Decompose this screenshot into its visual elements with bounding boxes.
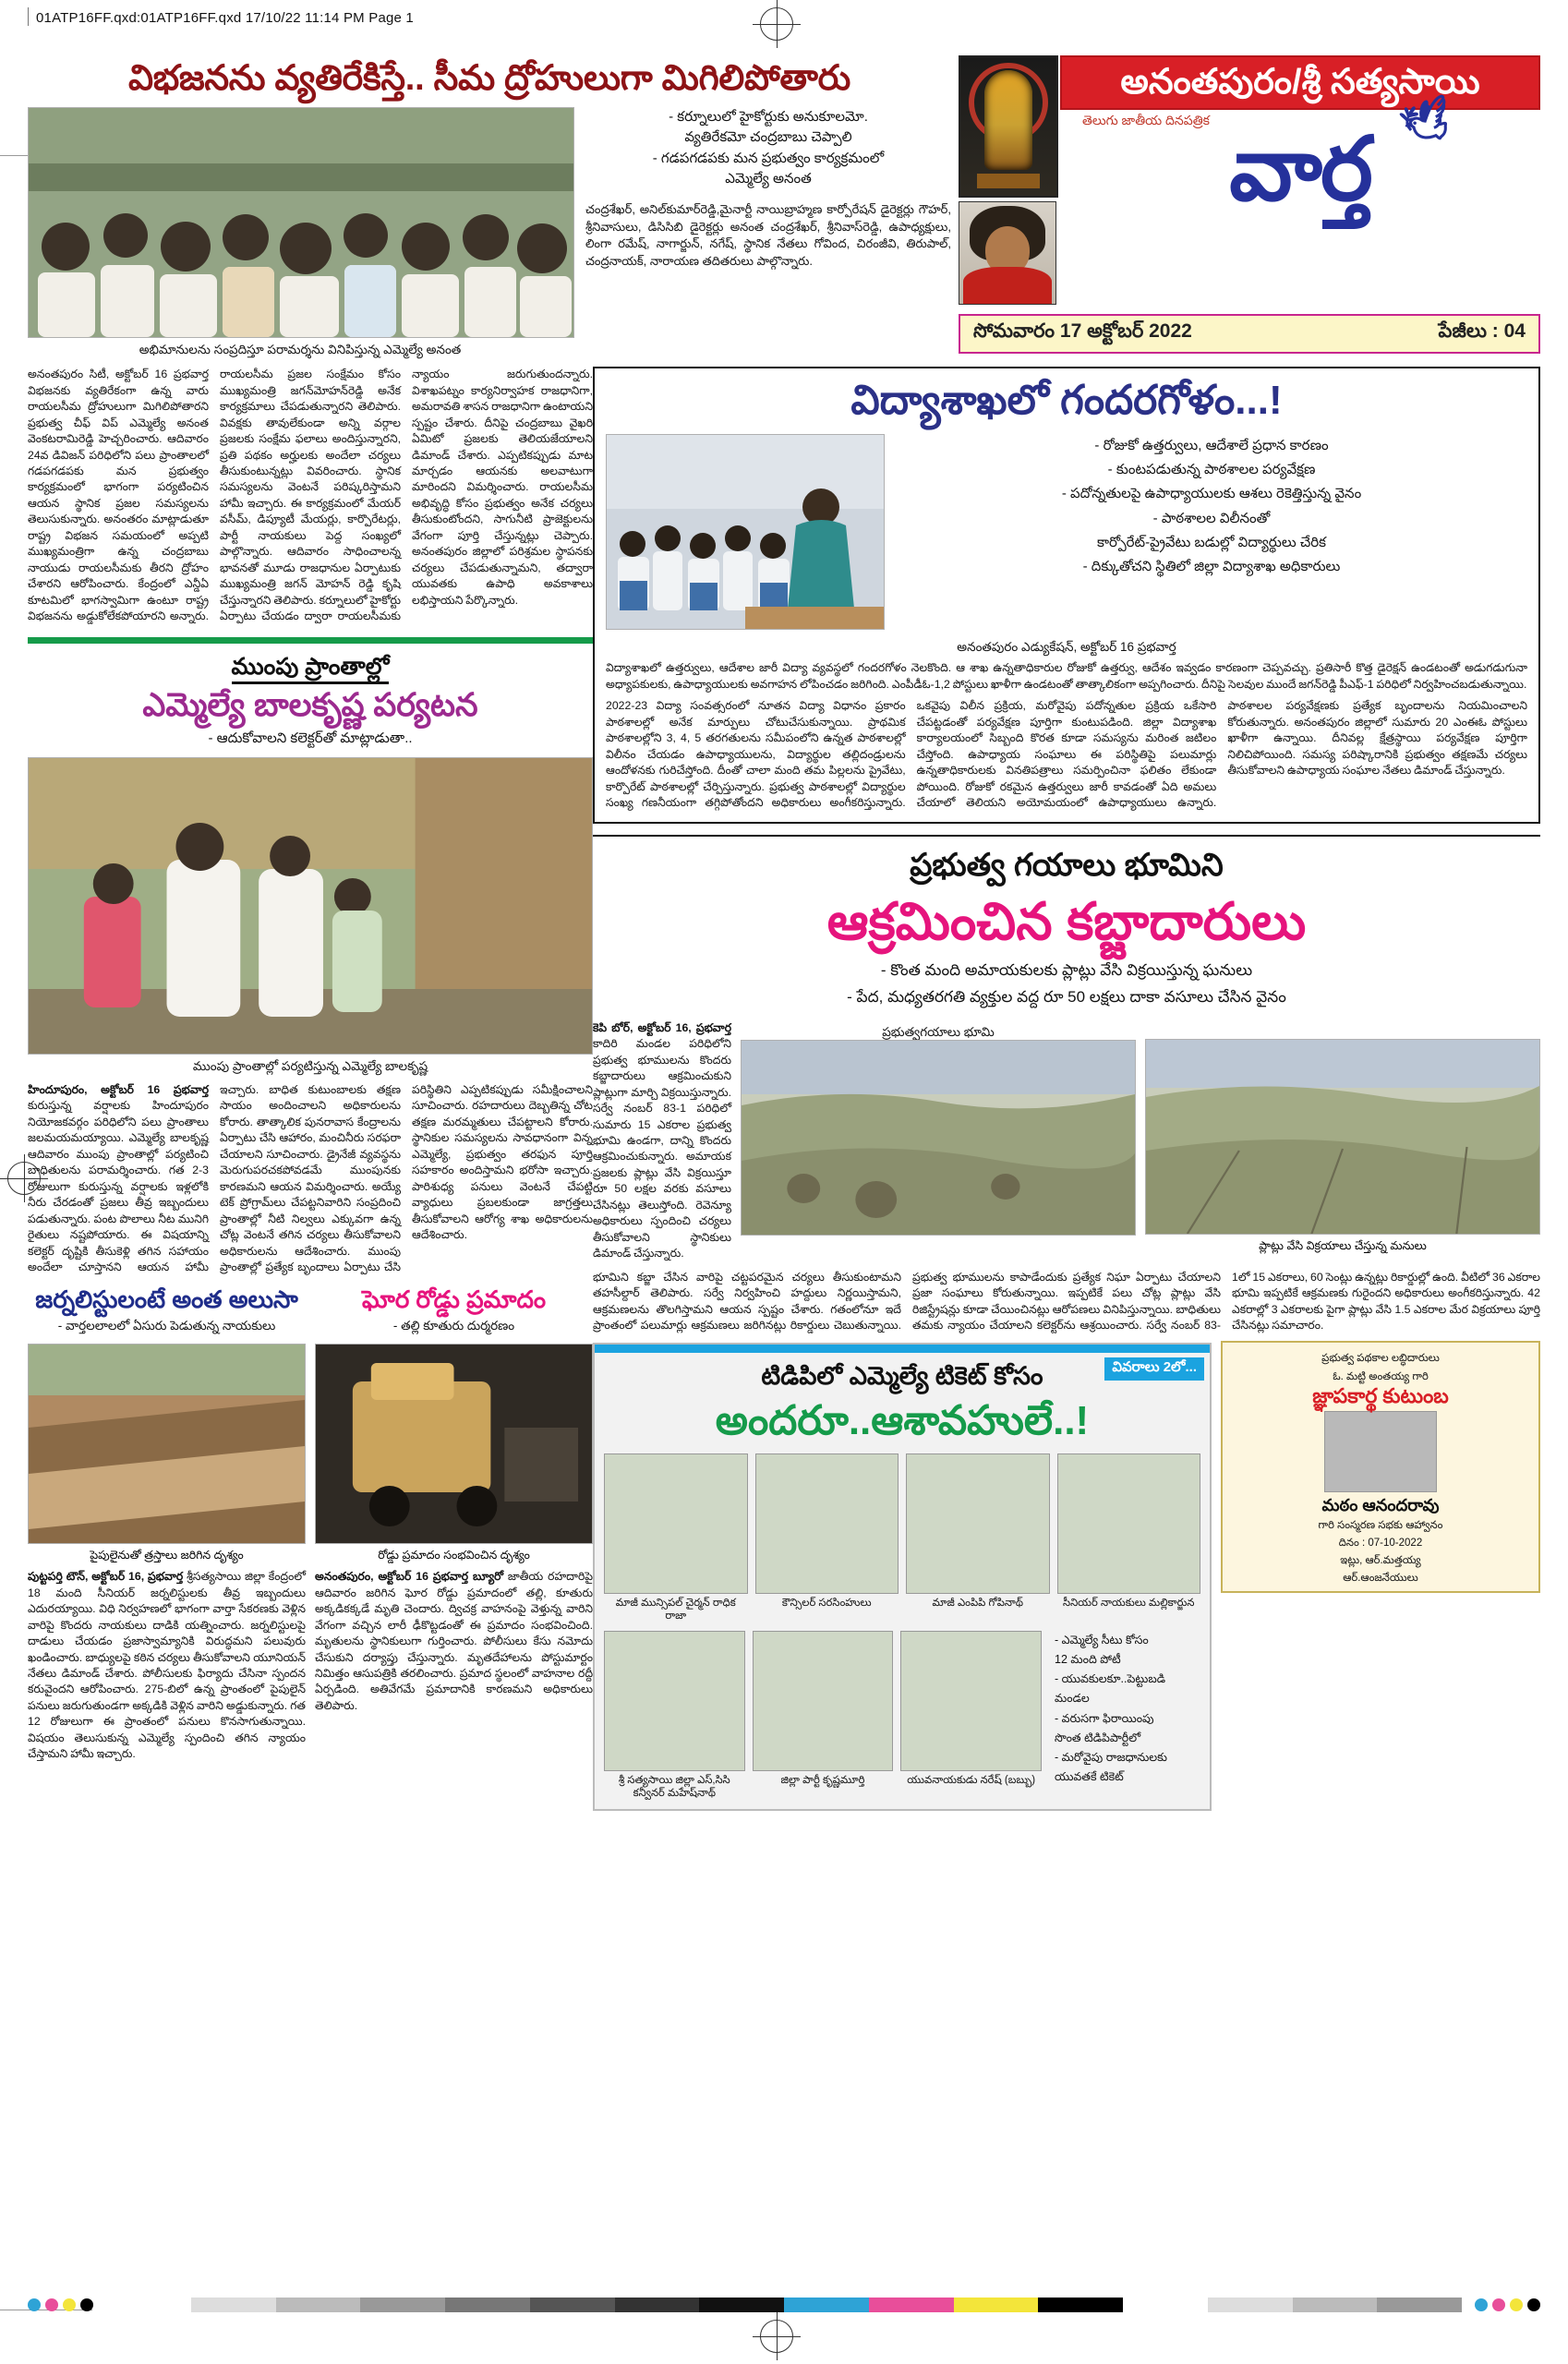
education-bullet-1: - కుంటపడుతున్న పాఠశాలల పర్యవేక్షణ — [1107, 462, 1316, 478]
sathya-sai-photo — [959, 201, 1056, 305]
color-dot — [63, 2298, 76, 2311]
bottom-left-bodies — [28, 1569, 593, 1762]
tdp-bullet-0: - ఎమ్మెల్యే సీటు కోసం — [1055, 1633, 1149, 1646]
page-content — [28, 55, 1540, 1811]
education-photo-caption: అనంతపురం ఎడ్యుకేషన్, అక్టోబర్ 16 ప్రభవార్త — [957, 639, 1176, 654]
candidate-name: కౌన్సిలర్ సరసింహులు — [781, 1597, 872, 1609]
accident-scene-illustration — [316, 1345, 592, 1543]
tdp-bullet-6: - మరోవైపు రాజధానులకు — [1055, 1751, 1168, 1765]
lead-body-p1: అనంతపురం సిటీ, అక్టోబర్ 16 ప్రభవార్త విభజనకు వ్యతిరేకంగా ఉన్న వారు రాయలసీమ ద్రోహులుగా మిగిలిపోతారని ప్రభుత్వ చీఫ్ విప్ ఎమ్మెల్యే అనంత వెంకటరామిరెడ్డి హెచ్చరించారు. ఆదివారం 24వ డివిజన్ పరిధిలోని పలు ప్రాంతాలలో గడపగడపకు మన ప్రభుత్వం కార్యక్రమంలో భాగంగా పర్యటించిన ఆయన స్థానిక ప్రజల సమస్యలను తెలుసుకున్నారు. అనంతరం మాట్లాడుతూ రాష్ట్ర విభజన సమయంలో అప్పటి ముఖ్యమంత్రిగా ఉన్న చంద్రబాబు నాయుడు రాయలసీమకు తీరని ద్రోహం చేశారని ఆరోపించారు. కేంద్రంలో ఎన్డీఏ కూటమిలో భాగస్వామిగా ఉంటూ రాష్ట్ర విభజనను అడ్డుకోలేకపోయారని అన్నారు. రాయలసీమ ప్రజల సంక్షేమం కోసం ముఖ్యమంత్రి జగన్‌మోహన్‌రెడ్డి అనేక కార్యక్రమాలు చేపడుతున్నారని తెలిపారు. వివక్షకు తావులేకుండా అన్ని వర్గాల ప్రజలకు సంక్షేమ ఫలాలు అందిస్తున్నారని, ప్రతి పథకం అర్హులకు అందేలా చర్యలు తీసుకుంటున్నట్లు వివరించారు. స్థానిక సమస్యలను వెంటనే పరిష్కరిస్తామని హామీ ఇచ్చారు. ఈ కార్యక్రమంలో మేయర్ వసీమ్, డిప్యూటీ మేయర్లు, కార్పొరేటర్లు, పార్టీ నాయకులు పెద్ద సంఖ్యలో పాల్గొన్నారు. — [28, 368, 401, 623]
idol-base — [977, 174, 1040, 188]
deity-photo — [959, 55, 1058, 198]
accident-sub: - తల్లి కూతురు దుర్మరణం — [392, 1319, 515, 1333]
robe-shape — [963, 267, 1052, 304]
candidate-name: జిల్లా పార్టీ కృష్ణమూర్తి — [780, 1774, 865, 1786]
print-slug: 01ATP16FF.qxd:01ATP16FF.qxd 17/10/22 11:14 PM Page 1 — [28, 7, 414, 26]
kabja-kicker: ప్రభుత్వ గయాలు భూమిని — [910, 848, 1224, 884]
left-column — [28, 367, 593, 1811]
tdp-panel — [593, 1343, 1212, 1811]
kabja-bullet-1: - పేద, మధ్యతరగతి వ్యక్తుల వద్ద రూ 50 లక్షలు దాకా వసూలు చేసిన వైనం — [847, 987, 1286, 1006]
pipeline-caption: పైపులైనుతో త్రస్తాలు జరిగిన దృశ్యం — [90, 1549, 244, 1562]
candidate-photo — [900, 1631, 1042, 1771]
candidate-photo — [753, 1631, 894, 1771]
color-dot — [45, 2298, 58, 2311]
tdp-bullet-5: సొంత టిడిపిపార్టీలో — [1055, 1731, 1141, 1744]
ad-headline: జ్ఞాపకార్థ కుటుంబ — [1312, 1383, 1449, 1407]
balakrishna-dash: - ఆదుకోవాలని కలెక్టర్‌తో మాట్లాడుతా.. — [208, 730, 413, 747]
masthead — [959, 55, 1540, 354]
kabja-bullets — [593, 958, 1540, 1011]
accident-caption: రోడ్డు ప్రమాదం సంభవించిన దృశ్యం — [378, 1549, 530, 1562]
candidate-card — [1057, 1453, 1201, 1623]
color-dots-right — [1475, 2298, 1540, 2311]
accident-body — [315, 1569, 593, 1762]
kabja-lead-body — [593, 1020, 731, 1262]
pipeline-trench-illustration — [29, 1345, 305, 1543]
balakrishna-photo-caption: ముంపు ప్రాంతాల్లో పర్యటిస్తున్న ఎమ్మెల్యే బాలకృష్ణ — [192, 1059, 428, 1074]
memorial-ad — [1221, 1341, 1540, 1593]
kabja-caption-0: ప్రభుత్వగయాలు భూమి — [882, 1024, 995, 1039]
masthead-tagline: తెలుగు జాతీయ దినపత్రిక — [1082, 113, 1210, 128]
masthead-images — [959, 55, 1055, 305]
candidate-name: సీనియర్ నాయకులు మల్లికార్జున — [1063, 1597, 1195, 1609]
tdp-candidates-row-2 — [604, 1631, 1042, 1801]
education-bullet-3: - పాఠశాలల విలీనంతో — [1152, 510, 1271, 526]
kabja-caption-1: ప్లాట్లు వేసి విక్రయాలు చేస్తున్న మనులు — [1259, 1238, 1427, 1252]
balakrishna-kicker: ముంపు ప్రాంతాల్లో — [28, 653, 593, 681]
tdp-headline: అందరూ..ఆశావహులే..! — [715, 1398, 1090, 1444]
lead-bullet-3: ఎమ్మెల్యే అనంత — [725, 171, 812, 187]
color-dot — [1527, 2298, 1540, 2311]
lead-body-p2: ఆదివారం సాధించాలన్న భావనతో మూడు రాజధానుల ఏర్పాటుకు ముఖ్యమంత్రి జగన్ మోహన్ రెడ్డి కృషి చేస్తున్నారని తెలిపారు. కర్నూలులో హైకోర్టు ఏర్పాటు చేయడం ద్వారా రాయలసీమకు న్యాయం జరుగుతుందన్నారు. విశాఖపట్నం కార్యనిర్వాహక రాజధానిగా, అమరావతి శాసన రాజధానిగా ఉంటాయని స్పష్టం చేశారు. దీనిపై చంద్రబాబు వైఖరి ఏమిటో ప్రజలకు తెలియజేయాలని డిమాండ్ చేశారు. ఎప్పటికప్పుడు మాట మార్చడం ఆయనకు అలవాటుగా మారిందని విమర్శించారు. రాయలసీమ అభివృద్ధి కోసం ప్రభుత్వం అనేక చర్యలు తీసుకుంటోందని, సాగునీటి ప్రాజెక్టులను వేగంగా పూర్తి చేస్తున్నట్లు చెప్పారు. అనంతపురం జిల్లాలో పరిశ్రమల స్థాపనకు చర్యలు చేపడుతున్నామని, తద్వారా యువతకు ఉపాధి అవకాశాలు లభిస్తాయని పేర్కొన్నారు. — [220, 368, 593, 623]
classroom-photo — [606, 434, 885, 630]
accident-photo — [315, 1344, 593, 1544]
education-bullets — [885, 434, 1527, 630]
ad-person-name: మఠం ఆనందరావు — [1321, 1495, 1440, 1514]
color-dot — [1475, 2298, 1488, 2311]
lead-photo — [28, 107, 574, 338]
mid-zone — [28, 367, 1540, 1811]
tdp-topline — [595, 1345, 1210, 1353]
dateline-bar — [959, 314, 1540, 354]
land-plot-illustration-1 — [742, 1041, 1135, 1235]
balakrishna-body-p1: కురుస్తున్న వర్షాలకు హిందూపురం నియోజకవర్గం పరిధిలోని పలు ప్రాంతాలు జలమయమయ్యాయి. ఎమ్మెల్యే బాలకృష్ణ ఆదివారం ముంపు ప్రాంతాల్లో పర్యటించి బాధితులను పరామర్శించారు. గత 2-3 రోజులుగా కురుస్తున్న వర్షాలకు ఇళ్లలోకి నీరు చేరడంతో ప్రజలు తీవ్ర ఇబ్బందులు పడుతున్నారు. పంట పొలాలు నీట మునిగి రైతులు నష్టపోయారు. ఈ విషయాన్ని కలెక్టర్ దృష్టికి తీసుకెళ్లి తగిన సహాయం అందేలా చూస్తానని ఆయన హామీ ఇచ్చారు. బాధిత కుటుంబాలకు తక్షణ సాయం అందించాలని అధికారులను కోరారు. తాత్కాలిక పునరావాస కేంద్రాలను ఏర్పాటు చేసి ఆహారం, మంచినీరు సరఫరా చేయాలని సూచించారు. డ్రైనేజీ వ్యవస్థను మెరుగుపరచకపోవడమే ముంపునకు కారణమని ఆయన విమర్శించారు. — [28, 1083, 401, 1274]
green-rule — [28, 637, 593, 644]
balakrishna-dateline: హిందూపురం, అక్టోబర్ 16 ప్రభవార్త — [28, 1083, 209, 1097]
lead-namelist: చంద్రశేఖర్, అనిల్‌కుమార్‌రెడ్డి,మైనార్టీ నాయిబ్రాహ్మణ కార్పోరేషన్ డైరెక్టర్లు గౌహర్, శ్రీనివాసులు, డిసిసిబి డైరెక్టర్లు అనంత చంద్రశేఖర్, శ్రీనివాస్‌రెడ్డి, ఉపాధ్యక్షులు, లింగా రమేష్, నాగార్జున్, నగేష్, స్థానిక నేతలు గోవింద, చిరంజీవి, తిరుపాల్, చంద్రనాయక్, నారాయణ తదితరులు పాల్గొన్నారు. — [585, 201, 951, 269]
education-bullet-5: - దిక్కుతోచని స్థితిలో జిల్లా విద్యాశాఖ అధికారులు — [1082, 559, 1341, 575]
journalists-body-text: శ్రీసత్యసాయి జిల్లా కేంద్రంలో 18 మంది సీనియర్ జర్నలిస్టులకు తీవ్ర ఇబ్బందులు ఎదురయ్యాయి. విధి నిర్వహణలో భాగంగా వార్తా సేకరణకు వెళ్లిన వారిపై కొందరు నాయకులు దాడికి యత్నించారు. జర్నలిస్టులపై దాడులు చేయడం ప్రజాస్వామ్యానికి విరుద్ధమని పలువురు ఖండించారు. బాధ్యులపై కఠిన చర్యలు తీసుకోవాలని యూనియన్ నేతలు డిమాండ్ చేశారు. పోలీసులకు ఫిర్యాదు చేసినా స్పందన కరువైందని ఆరోపించారు. 275-బిలో ఉన్న ప్రాంతంలో పైపులైన్ పనులు జరుగుతుండగా అక్కడికి వెళ్లిన వారిని అడ్డుకున్నారు. గత 12 రోజులుగా ఈ ప్రాంతంలో పనులు కొనసాగుతున్నాయి. విషయం తెలుసుకున్న ఎమ్మెల్యే స్పందించి తగిన న్యాయం చేస్తామని హామీ ఇచ్చారు. — [28, 1570, 306, 1761]
page-count: పేజీలు : 04 — [1438, 320, 1526, 342]
masthead-row — [959, 55, 1540, 305]
kabja-photo-2 — [1145, 1039, 1540, 1235]
kabja-bullet-0: - కొంత మంది అమాయకులకు ప్లాట్లు వేసి విక్రయిస్తున్న ఘనులు — [880, 961, 1253, 980]
lead-story-top — [28, 55, 951, 357]
kabja-body-right: భూమిని కబ్జా చేసిన వారిపై చట్టపరమైన చర్యలు తీసుకుంటామని తహసీల్దార్ తెలిపారు. సర్వే నిర్వహించి హద్దులు నిర్ణయిస్తామని, ఆక్రమణలను తొలగిస్తామని ఆయన స్పష్టం చేశారు. గతంలోనూ ఇదే ప్రాంతంలో పలుమార్లు ఆక్రమణలు జరిగినట్లు రికార్డులు చెబుతున్నాయి. ప్రభుత్వ భూములను కాపాడేందుకు ప్రత్యేక నిఘా ఏర్పాటు చేయాలని ప్రజా సంఘాలు కోరుతున్నాయి. ఇప్పటికే పలు చోట్ల ప్లాట్లు వేసి రిజిస్ట్రేషన్లు కూడా చేయించినట్లు ఆరోపణలు వినిపిస్తున్నాయి. బాధితులు తమకు న్యాయం చేయాలని కలెక్టర్‌ను ఆశ్రయించారు. సర్వే నంబర్ 83-1లో 15 ఎకరాలు, 60 సెంట్లు ఉన్నట్లు రికార్డుల్లో ఉంది. వీటిలో 36 ఎకరాల భూమి ఇప్పటికే ఆక్రమణకు గురైందని అధికారులు అంగీకరిస్తున్నారు. 42 ఎకరాల్లో 3 ఎకరాలకు పైగా ప్లాట్లు వేసి 1.5 ఎకరాల మేర విక్రయాలు పూర్తి చేసినట్లు సమాచారం. — [593, 1270, 1540, 1332]
lead-body-text — [28, 367, 593, 624]
color-dots-left — [28, 2298, 93, 2311]
lead-photo-row — [28, 107, 951, 358]
candidate-name: మాజీ మున్సిపల్ చైర్మన్ రాధిక రాజా — [615, 1597, 736, 1622]
journalists-head-block — [28, 1286, 306, 1336]
balakrishna-body-p2: అయ్యే టెక్ ప్రోగ్రామ్‌లు చేపట్టనివారిని సంప్రదించి ప్రాంతాల్లో నీటి నిల్వలు ఎక్కువగా ఉన్న చోట్ల వెంటనే తగిన చర్యలు తీసుకోవాలని అధికారులను ఆదేశించారు. ముంపు ప్రాంతాల్లో ప్రత్యేక బృందాలు ఏర్పాటు చేసి పరిస్థితిని ఎప్పటికప్పుడు సమీక్షించాలని సూచించారు. రహదారులు దెబ్బతిన్న చోట తక్షణ మరమ్మతులు చేపట్టాలని కోరారు. స్థానికుల సమస్యలను సావధానంగా విన్న ఎమ్మెల్యే, ప్రభుత్వం తరఫున పూర్తి సహకారం అందిస్తామని భరోసా ఇచ్చారు. పారిశుధ్య పనులు వెంటనే చేపట్టి వ్యాధులు ప్రబలకుండా జాగ్రత్తలు తీసుకోవాలని ఆరోగ్య శాఖ అధికారులను ఆదేశించారు. — [220, 1083, 593, 1274]
tdp-region — [593, 1333, 1540, 1811]
candidate-photo — [604, 1453, 748, 1594]
publication-date: సోమవారం 17 అక్టోబర్ 2022 — [973, 320, 1192, 342]
ad-sub-line: గారి సంస్మరణ సభకు ఆహ్వానం — [1318, 1519, 1443, 1531]
education-intro: విద్యాశాఖలో ఉత్తర్వులు, ఆదేశాల జారీ విద్యా వ్యవస్థలో గందరగోళం నెలకొంది. ఆ శాఖ ఉన్నతాధికారుల రోజుకో ఉత్తర్వు, ఆదేశం ఇవ్వడం కారణంగా చెప్పవచ్చు. ప్రతిసారీ కొత్త డైరెక్షన్ ఉండటంతో అడుగడుగునా అధ్యాపకులకు, ఉపాధ్యాయులకు అవగాహన లోపించడం జరిగింది. ఎంపీడీఓ-1,2 పోస్టులు ఖాళీగా ఉండటంతో తాత్కాలికంగా అప్పగించారు. దీనిపై సెలవుల ముందే జగన్‌రెడ్డి పీఎఫ్-1 పరిధిలో నిర్వహించబడుతున్నాయి. — [606, 661, 1527, 691]
education-story — [593, 367, 1540, 824]
candidate-card — [604, 1631, 745, 1801]
dove-icon: 🕊 — [1395, 93, 1458, 152]
bottom-left-headlines — [28, 1286, 593, 1336]
lead-bullet-2: - గడపగడపకు మన ప్రభుత్వం కార్యక్రమంలో — [652, 150, 885, 166]
kabja-photo-row — [593, 1020, 1540, 1262]
tdp-bullet-3: మండల — [1055, 1692, 1090, 1706]
kabja-headline: ఆక్రమించిన కబ్జాదారులు — [826, 892, 1307, 951]
color-dot — [1492, 2298, 1505, 2311]
candidate-name: మాజీ ఎంపిపి గోపినాథ్ — [932, 1597, 1023, 1609]
ad-line-1: ఓ. మట్టి అంతయ్య గారి — [1333, 1370, 1429, 1382]
ad-date: దినం : 07-10-2022 — [1338, 1537, 1423, 1549]
candidate-card — [755, 1453, 899, 1623]
gray-scale-bar — [106, 2298, 1462, 2312]
candidate-photo — [906, 1453, 1050, 1594]
candidate-name: యువనాయకుడు నరేష్ (బబ్బు) — [907, 1774, 1036, 1786]
tdp-kicker: టిడిపిలో ఎమ్మెల్యే టికెట్ కోసం — [761, 1362, 1043, 1391]
ad-credit-2: ఆర్.ఆంజనేయులు — [1343, 1572, 1418, 1584]
masthead-title-block — [1055, 55, 1540, 305]
color-dot — [1510, 2298, 1523, 2311]
crowd-illustration — [29, 108, 573, 337]
kabja-body-text: కాదిరి మండల పరిధిలోని ప్రభుత్వ భూములను కొందరు కబ్జాదారులు ఆక్రమించుకుని ప్లాట్లుగా మార్చి విక్రయిస్తున్నారు. సర్వే నంబర్ 83-1 పరిధిలో సుమారు 15 ఎకరాల ప్రభుత్వ భూమి ఉండగా, దాన్ని కొందరు ఆక్రమించుకున్నారు. అమాయక ప్రజలకు ప్లాట్లు వేసి విక్రయిస్తూ రూ 50 లక్షల వరకు వసూలు చేసినట్లు తెలుస్తోంది. రెవెన్యూ అధికారులు స్పందించి చర్యలు తీసుకోవాలని స్థానికులు డిమాండ్ చేస్తున్నారు. — [593, 1037, 731, 1260]
kabja-photo-1 — [741, 1040, 1136, 1236]
journalists-headline: జర్నలిస్టులంటే అంత అలుసా — [35, 1285, 298, 1314]
color-dot — [28, 2298, 41, 2311]
registration-mark-bottom — [760, 2320, 793, 2353]
candidate-name: శ్రీ సత్యసాయి జిల్లా ఎస్,సిసి కన్వీనర్ మహేష్‌నాథ్ — [618, 1774, 730, 1799]
journalists-dateline: పుట్టపర్తి టౌన్, అక్టోబర్ 16, ప్రభవార్త — [28, 1570, 184, 1584]
top-band — [28, 55, 1540, 357]
candidate-photo — [604, 1631, 745, 1771]
lead-photo-caption: అభిమానులను సంప్రదిస్తూ పరామర్శను వినిపిస్తున్న ఎమ్మెల్యే అనంత — [139, 342, 462, 356]
journalists-sub: - వార్తలలాలలో ఏసురు పెడుతున్న నాయకులు — [57, 1319, 276, 1333]
candidate-photo — [755, 1453, 899, 1594]
color-dot — [80, 2298, 93, 2311]
accident-headline: ఘోర రోడ్డు ప్రమాదం — [361, 1285, 547, 1314]
tdp-details-badge[interactable]: వివరాలు 2లో... — [1104, 1357, 1204, 1381]
tdp-bullets — [1049, 1631, 1200, 1801]
ad-portrait — [1324, 1411, 1437, 1492]
tdp-bullet-7: యువతకే టికెట్ — [1055, 1770, 1124, 1784]
registration-mark-top — [760, 7, 793, 41]
education-headline: విద్యాశాఖలో గందరగోళం...! — [850, 378, 1283, 424]
accident-head-block — [315, 1286, 593, 1336]
kabja-story — [593, 835, 1540, 1333]
lead-bullets — [573, 107, 951, 358]
center-right-region — [593, 367, 1540, 1811]
edition-name: అనంతపురం/శ్రీ సత్యసాయి — [1060, 55, 1540, 110]
education-bullet-2: - పదోన్నతులపై ఉపాధ్యాయులకు ఆశలు రెకెత్తిస్తున్న వైనం — [1061, 486, 1362, 502]
bottom-left-photos — [28, 1344, 593, 1563]
tdp-bullet-1: 12 మంది పోటీ — [1055, 1652, 1121, 1666]
tdp-bullet-2: - యువకులకూ..పెట్టుబడి — [1055, 1672, 1165, 1686]
lead-bullet-1: వ్యతిరేకమో చంద్రబాబు చెప్పాలి — [684, 129, 852, 146]
balakrishna-headline: ఎమ్మెల్యే బాలకృష్ణ పర్యటన — [142, 687, 478, 724]
ad-top-line: ప్రభుత్వ పథకాల లబ్ధిదారులు — [1321, 1353, 1440, 1365]
candidate-photo — [1057, 1453, 1201, 1594]
balakrishna-photo — [28, 757, 593, 1055]
accident-body-text: జాతీయ రహదారిపై ఆదివారం జరిగిన ఘోర రోడ్డు ప్రమాదంలో తల్లి, కూతురు అక్కడికక్కడే మృతి చెందారు. ద్విచక్ర వాహనంపై వెళ్తున్న వారిని వేగంగా వచ్చిన లారీ ఢీకొట్టడంతో ఈ ప్రమాదం సంభవించింది. మృతులను స్థానికులుగా గుర్తించారు. పోలీసులు కేసు నమోదు చేసుకుని దర్యాప్తు చేస్తున్నారు. మృతదేహాలను పోస్టుమార్టం నిమిత్తం ఆసుపత్రికి తరలించారు. ప్రమాద స్థలంలో వాహనాల రద్దీ ఏర్పడింది. అతివేగమే ప్రమాదానికి కారణమని అధికారులు తెలిపారు. — [315, 1570, 593, 1712]
tdp-bullet-4: - వరుసగా ఫిరాయింపు — [1055, 1711, 1154, 1725]
candidate-card — [604, 1453, 748, 1623]
education-bullet-0: - రోజుకో ఉత్తర్వులు, ఆదేశాలే ప్రధాన కారణం — [1094, 437, 1329, 453]
ad-credit-1: ఇట్లు, ఆర్.మత్తయ్య — [1340, 1554, 1421, 1566]
color-registration-bar — [28, 2296, 1540, 2314]
lead-headline: విభజనను వ్యతిరేకిస్తే.. సీమ ద్రోహులుగా మిగిలిపోతారు — [127, 59, 850, 98]
kabja-dateline: కెపి బోర్, అక్టోబర్ 16, ప్రభవార్త — [593, 1020, 731, 1034]
education-body: 2022-23 విద్యా సంవత్సరంలో నూతన విద్యా విధానం ప్రకారం పాఠశాలల్లో అనేక మార్పులు చోటుచేసుకున్నాయి. ప్రాథమిక పాఠశాలల్లోని 3, 4, 5 తరగతులను సమీపంలోని ఉన్నత పాఠశాలల్లో విలీనం చేయడం ఉపాధ్యాయులను, విద్యార్థుల తల్లిదండ్రులను ఆందోళనకు గురిచేస్తోంది. దీంతో చాలా మంది తమ పిల్లలను ప్రైవేటు, కార్పొరేట్ పాఠశాలల్లో చేర్పిస్తున్నారు. ప్రభుత్వ పాఠశాలల్లో విద్యార్థుల సంఖ్య గణనీయంగా తగ్గిపోతోందని అధికారులు అంగీకరిస్తున్నారు. ఒకవైపు విలీన ప్రక్రియ, మరోవైపు పదోన్నతుల ప్రక్రియ ఒకేసారి చేపట్టడంతో పర్యవేక్షణ పూర్తిగా కుంటుపడింది. జిల్లా విద్యాశాఖ కార్యాలయంలో సిబ్బంది కొరత కూడా సమస్యను మరింత జటిలం చేస్తోంది. ఉపాధ్యాయ సంఘాలు ఈ పరిస్థితిపై పలుమార్లు ఉన్నతాధికారులకు వినతిపత్రాలు సమర్పించినా ఫలితం లేకుండా పోయింది. రోజుకో రకమైన ఉత్తర్వులు జారీ కావడంతో ఏది అమలు చేయాలో తెలియని అయోమయంలో ఉపాధ్యాయులు ఉన్నారు. పాఠశాలల పర్యవేక్షణకు ప్రత్యేక బృందాలను నియమించాలని కోరుతున్నారు. అనంతపురం జిల్లాలో సుమారు 20 ఎంఈఓ పోస్టులు ఖాళీగా ఉన్నాయి. దీనివల్ల క్షేత్రస్థాయి పర్యవేక్షణ పూర్తిగా నిలిచిపోయింది. సమస్య పరిష్కారానికి ప్రభుత్వం తక్షణమే చర్యలు తీసుకోవాలని ఉపాధ్యాయ సంఘాల నేతలు డిమాండ్ చేస్తున్నారు. — [606, 699, 1527, 809]
land-plot-illustration-2 — [1146, 1040, 1539, 1234]
tdp-candidates-row-1 — [604, 1453, 1200, 1623]
lead-bullet-0: - కర్నూలులో హైకోర్టుకు అనుకూలమో. — [669, 108, 868, 125]
accident-dateline: అనంతపురం, అక్టోబర్ 16 ప్రభవార్త బ్యూరో — [315, 1570, 503, 1584]
pipeline-photo — [28, 1344, 306, 1544]
education-bullet-4: కార్పోరేట్-ప్రైవేటు బడుల్లో విద్యార్థులు చేరిక — [1097, 534, 1326, 550]
tdp-bottom-row — [604, 1631, 1200, 1801]
candidate-card — [900, 1631, 1042, 1801]
idol-shape — [984, 70, 1032, 170]
journalists-body — [28, 1569, 306, 1762]
classroom-illustration — [607, 435, 884, 629]
balakrishna-body — [28, 1082, 593, 1275]
candidate-card — [906, 1453, 1050, 1623]
candidate-card — [753, 1631, 894, 1801]
flood-visit-illustration — [29, 758, 592, 1054]
masthead-logo-text: వార్త — [1229, 120, 1371, 220]
education-top-row — [606, 434, 1527, 630]
